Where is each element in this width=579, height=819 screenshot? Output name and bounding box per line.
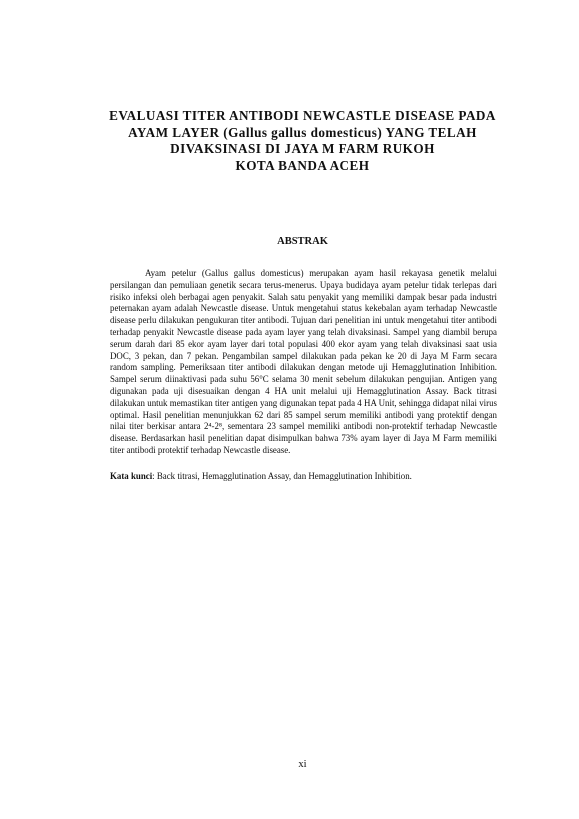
title-line: KOTA BANDA ACEH [235,157,370,173]
document-title [100,108,505,174]
keywords-separator: : [152,471,157,481]
page-number: xi [298,759,307,770]
title-line: DIVAKSINASI DI JAYA M FARM RUKOH [170,141,435,156]
keywords-line [110,471,497,483]
title-line: EVALUASI TITER ANTIBODI NEWCASTLE DISEASE PADA [109,108,496,123]
keywords-text: Back titrasi, Hemagglutination Assay, dan Hemagglutination Inhibition. [156,471,412,481]
abstract-heading: ABSTRAK [277,236,328,247]
abstract-paragraph [110,268,497,457]
abstract-body: Ayam petelur (Gallus gallus domesticus) merupakan ayam hasil rekayasa genetik melalui persilangan dan pemuliaan genetik secara terus-menerus. Upaya budidaya ayam petelur tidak terlepas dari risiko infeksi oleh berbagai agen penyakit. Salah satu penyakit yang memiliki dampak besar pada industri peternakan ayam adalah Newcastle disease. Untuk mengetahui status kekebalan ayam terhadap Newcastle disease perlu dilakukan pengukuran titer antibodi. Tujuan dari penelitian ini untuk mengetahui titer antibodi terhadap penyakit Newcastle disease pada ayam layer yang telah divaksinasi. Sampel yang diambil berupa serum darah dari 85 ekor ayam layer dari total populasi 400 ekor ayam yang telah divaksinasi saat usia DOC, 3 pekan, dan 7 pekan. Pengambilan sampel dilakukan pada pekan ke 20 di Jaya M Farm secara random sampling. Pemeriksaan titer antibodi dilakukan dengan metode uji Hemagglutination Inhibition. Sampel serum diinaktivasi pada suhu 56°C selama 30 menit sebelum dilakukan pengujian. Antigen yang digunakan pada uji disesuaikan dengan 4 HA unit melalui uji Hemagglutination Assay. Back titrasi dilakukan untuk memastikan titer antigen yang digunakan tepat pada 4 HA Unit, sehingga didapat nilai virus optimal. Hasil penelitian menunjukkan 62 dari 85 sampel serum memiliki antibodi yang protektif dengan nilai titer berkisar antara 2⁴-2⁸, sementara 23 sampel memiliki antibodi non-protektif terhadap Newcastle disease. Berdasarkan hasil penelitian dapat disimpulkan bahwa 73% ayam layer di Jaya M Farm memiliki titer antibodi protektif terhadap Newcastle disease. [110,268,497,455]
keywords-label: Kata kunci [110,471,153,481]
title-line: AYAM LAYER (Gallus gallus domesticus) YANG TELAH [128,124,477,140]
